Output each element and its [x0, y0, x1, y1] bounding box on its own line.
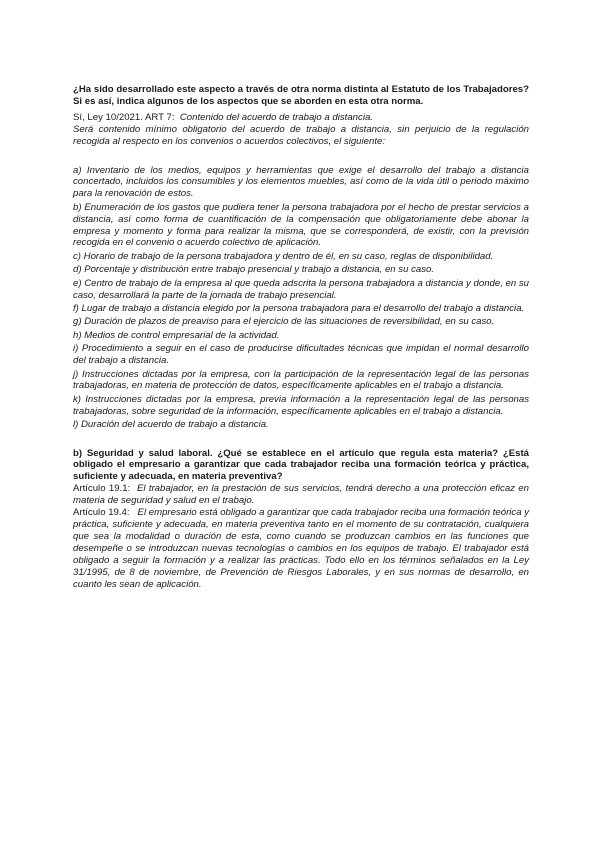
- list-item-h: h) Medios de control empresarial de la actividad.: [73, 329, 280, 341]
- article-19-4: [73, 507, 529, 590]
- list-item-j: j) Instrucciones dictadas por la empresa, con la participación de la representación legal de las personas trabajadoras, en materia de protección de datos, específicamente aplicables en el trabajo a distancia.: [73, 368, 529, 392]
- question-a: ¿Ha sido desarrollado este aspecto a través de otra norma distinta al Estatuto de los Trabajadores? Si es así, indica algunos de los aspectos que se aborden en esta otra norma.: [73, 84, 529, 107]
- document-page: [73, 84, 529, 590]
- list-item-l: l) Duración del acuerdo de trabajo a distancia.: [73, 419, 269, 431]
- list-item-e: e) Centro de trabajo de la empresa al que queda adscrita la persona trabajadora a distancia y donde, en su caso, desarrollará la parte de la jornada de trabajo presencial.: [73, 277, 529, 301]
- list-item-k: k) Instrucciones dictadas por la empresa, previa información a la representación legal de las personas trabajadoras, sobre seguridad de la información, específicamente aplicables en el trabajo a distancia.: [73, 393, 529, 417]
- list-item-g: g) Duración de plazos de preaviso para el ejercicio de las situaciones de reversibilidad, en su caso.: [73, 316, 495, 328]
- law-intro: Será contenido mínimo obligatorio del acuerdo de trabajo a distancia, sin perjuicio de la regulación recogida al respecto en los convenios o acuerdos colectivos, el siguiente:: [73, 123, 529, 147]
- article-19-1-label: Artículo 19.1:: [73, 483, 131, 495]
- list-item-c: c) Horario de trabajo de la persona trabajadora y dentro de él, en su caso, reglas de disponibilidad.: [73, 250, 494, 262]
- law-reference-lead: Sí, Ley 10/2021. ART 7:: [73, 111, 175, 123]
- law-reference-title: Contenido del acuerdo de trabajo a distancia.: [179, 111, 373, 123]
- law-reference: [73, 112, 529, 124]
- list-item-b: b) Enumeración de los gastos que pudiera tener la persona trabajadora por el hecho de prestar servicios a distancia, así como forma de cuantificación de la compensación que obligatoriamente debe abonar la empresa y momento y forma para realizar la misma, que se corresponderá, de existir, con la previsión recogida en el convenio o acuerdo colectivo de aplicación.: [73, 201, 529, 249]
- content-list: [73, 165, 529, 432]
- question-b: b) Seguridad y salud laboral. ¿Qué se establece en el artículo que regula esta materia? ¿Está obligado el empresario a garantizar que cada trabajador reciba una formación teórica y práctica, suficiente y adecuada, en materia preventiva?: [73, 447, 529, 483]
- list-item-f: f) Lugar de trabajo a distancia elegido por la persona trabajadora para el desarrollo del trabajo a distancia.: [73, 303, 525, 314]
- article-19-1: [73, 483, 529, 507]
- list-item-d: d) Porcentaje y distribución entre trabajo presencial y trabajo a distancia, en su caso.: [73, 264, 435, 276]
- article-19-1-text: El trabajador, en la prestación de sus servicios, tendrá derecho a una protección eficaz en materia de seguridad y salud en el trabajo.: [73, 483, 529, 507]
- article-19-4-label: Artículo 19.4:: [73, 507, 130, 519]
- list-item-a: a) Inventario de los medios, equipos y herramientas que exige el desarrollo del trabajo a distancia concertado, incluidos los consumibles y los elementos muebles, así como de la vida útil o periodo máximo para la renovación de estos.: [73, 164, 529, 200]
- article-19-4-text: El empresario está obligado a garantizar que cada trabajador reciba una formación teórica y práctica, suficiente y adecuada, en materia preventiva tanto en el momento de su contratación, cualquiera que sea la modalidad o duración de esta, como cuando se produzcan cambios en las funciones que desempeñe o se introduzcan nuevas tecnologías o cambios en los equipos de trabajo. El trabajador está obligado a seguir la formación y a realizar las prácticas. Todo ello en los términos señalados en la Ley 31/1995, de 8 de noviembre, de Prevención de Riesgos Laborales, y en sus normas de desarrollo, en cuanto les sean de aplicación.: [73, 507, 530, 590]
- list-item-i: i) Procedimiento a seguir en el caso de producirse dificultades técnicas que impidan el normal desarrollo del trabajo a distancia.: [73, 343, 529, 367]
